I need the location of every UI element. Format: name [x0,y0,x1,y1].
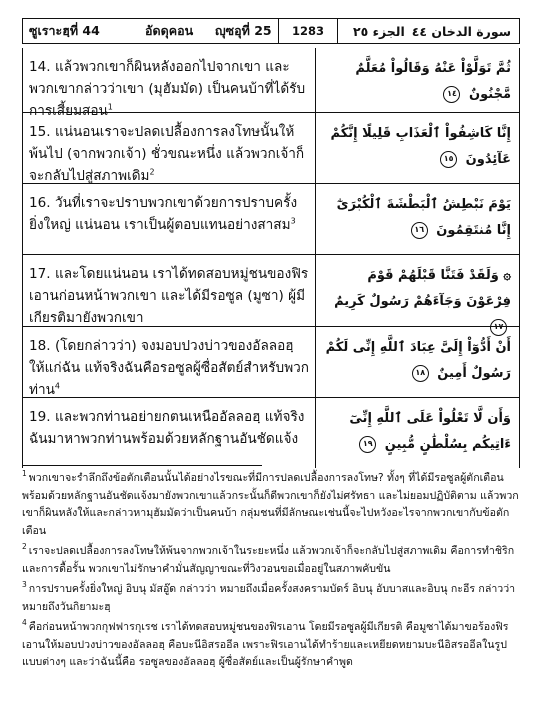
verse-arabic: ۞ وَلَقَدْ فَتَنَّا قَبْلَهُمْ قَوْمَ فِرْعَوْنَ وَجَآءَهُمْ رَسُولٌ كَرِيمٌ ١٧ [316,255,519,326]
verse-arabic: إِنَّا كَاشِفُواْ ٱلْعَذَابِ قَلِيلًا إِنَّكُمْ عَآئِدُونَ ١٥ [330,126,511,167]
footnotes [22,470,520,675]
verse-row [23,327,519,398]
verse-translation: 14. แล้วพวกเขาก็ผินหลังออกไปจากเขา และพวกเขากล่าวว่าเขา (มุฮัมมัด) เป็นคนบ้าที่ได้รับการเสี้ยมสอน$^1$ [23,48,316,112]
ayah-number-marker: ١٦ [411,222,428,239]
verse-arabic: أَنْ أَدُّوٓاْ إِلَىَّ عِبَادَ ٱللَّهِ إِنِّى لَكُمْ رَسُولٌ أَمِينٌ ١٨ [325,340,511,381]
footnote: $^4$ คือก่อนหน้าพวกกุฟฟารกุเรช เราได้ทดสอบหมู่ชนของฟิรเอาน โดยมีรอซูลผู้มีเกียรติ คือมูซาได้มาขอร้องฟิรเอานให้มอบปวงบ่าวของอัลลอฮฺ คือบะนีอิสรออีล เพราะฟิรเอานได้ทำร้ายและเหยียดหยามบะนีอิสรออีลในรูปแบบต่างๆ และว่าฉันนี้คือ รอซูลของอัลลอฮฺ ผู้ซื่อสัตย์และเป็นผู้รักษาคำพูด [22,618,509,668]
ayah-number-marker: ١٧ [490,319,507,336]
ayah-number-marker: ١٥ [440,151,457,168]
footnote-number: 3 [22,580,27,590]
footnote-marker: 1 [107,102,113,112]
verse-translation: 17. และโดยแน่นอน เราได้ทดสอบหมู่ชนของฟิรเอานก่อนหน้าพวกเขา และได้มีรอซูล (มูซา) ผู้มีเกียรติมายังพวกเขา [23,255,316,326]
page-number: 1283 [278,18,338,44]
juz-label-thai: ญุซอุที่ 25 [215,23,272,38]
footnote-marker: 2 [149,167,155,177]
footnote: $^2$ เราจะปลดเปลื้องการลงโทษให้พ้นจากพวกเจ้าในระยะหนึ่ง แล้วพวกเจ้าก็จะกลับไปสู่สภาพเดิม คือการทำชิริก และการดื้อรั้น พวกเขาไม่รักษาคำมั่นสัญญาขณะที่วิงวอนขอเมื่ออยู่ในสภาพคับขัน [22,542,515,575]
ayah-number-marker: ١٤ [443,86,460,103]
footnote: $^1$ พวกเขาจะรำลึกถึงข้อตักเตือนนั้นได้อย่างไรขณะที่มีการปลดเปลื้องการลงโทษ? ทั้งๆ ที่ได้มีรอซูลผู้ตักเตือนพร้อมด้วยหลักฐานอันชัดแจ้งมายังพวกเขาแล้วกระนั้นก็ดีพวกเขาก็ยังไม่ศรัทธา และไม่ยอมปฏิบัติตาม แล้วพวกเขาก็ผินหลังให้และกล่าวหามุฮัมมัดว่าเป็นคนบ้า กลุ่มชนที่มีลักษณะเช่นนี้จะไปหวังอะไรจากพวกเขากับข้อตักเตือน [22,469,519,537]
footnote-number: 4 [22,618,27,628]
footnote-number: 2 [22,542,27,552]
footnote: $^3$ การปราบครั้งยิ่งใหญ่ อิบนุ มัสอู๊ด กล่าวว่า หมายถึงเมื่อครั้งสงครามบัดร์ อิบนุ อับบาสและอิบนุ กะอีร กล่าวว่าหมายถึงวันกิยามะฮฺ [22,580,516,613]
ayah-number-marker: ١٨ [412,365,429,382]
footnote-marker: 4 [54,381,60,391]
juz-label-arabic: الجزء ٢٥ [353,23,405,39]
verse-row [23,398,519,468]
footnote-divider [22,465,262,466]
ayah-number-marker: ١٩ [359,436,376,453]
verse-translation: 15. แน่นอนเราจะปลดเปลื้องการลงโทษนั้นให้พ้นไป (จากพวกเจ้า) ชั่วขณะหนึ่ง แล้วพวกเจ้าก็จะกลับไปสู่สภาพเดิม$^2$ [23,113,316,183]
footnote-number: 1 [22,469,27,479]
page-header [22,18,520,44]
verse-arabic: ثُمَّ تَوَلَّوْاْ عَنْهُ وَقَالُواْ مُعَلَّمٌ مَّجْنُونٌ ١٤ [355,61,511,102]
verse-arabic: يَوْمَ نَبْطِشُ ٱلْبَطْشَةَ ٱلْكُبْرَىٰٓ إِنَّا مُنتَقِمُونَ ١٦ [336,197,511,238]
verse-arabic: وَأَن لَّا تَعْلُواْ عَلَى ٱللَّهِ إِنِّىٓ ءَاتِيكُم بِسُلْطَٰنٍ مُّبِينٍ ١٩ [349,411,511,452]
surah-title-thai: ซูเราะฮฺที่ 44 [29,23,100,38]
verse-row [23,113,519,184]
verse-translation: 18. (โดยกล่าวว่า) จงมอบปวงบ่าวของอัลลอฮฺให้แก่ฉัน แท้จริงฉันคือรอซูลผู้ซื่อสัตย์สำหรับพวกท่าน$^4$ [23,327,316,397]
verse-translation: 16. วันที่เราจะปราบพวกเขาด้วยการปราบครั้งยิ่งใหญ่ แน่นอน เราเป็นผู้ตอบแทนอย่างสาสม$^3$ [23,184,316,254]
verse-row [23,184,519,255]
verse-table [22,48,520,468]
surah-title-arabic: سورة الدخان ٤٤ [411,23,511,39]
footnote-marker: 3 [290,216,296,226]
verse-translation: 19. และพวกท่านอย่ายกตนเหนืออัลลอฮฺ แท้จริงฉันมาหาพวกท่านพร้อมด้วยหลักฐานอันชัดแจ้ง [23,398,316,468]
surah-name-thai: อัดดุคอน [145,23,194,38]
verse-row [23,255,519,331]
verse-row [23,48,519,119]
